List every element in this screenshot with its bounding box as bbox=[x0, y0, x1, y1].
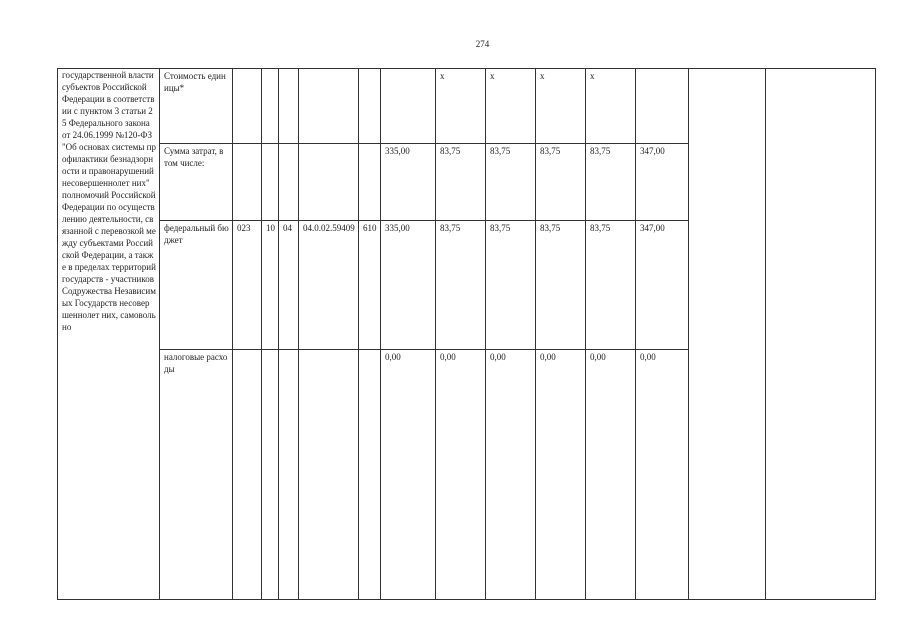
csr-cell bbox=[299, 69, 359, 144]
value-cell: x bbox=[436, 69, 486, 144]
value-cell bbox=[636, 69, 689, 144]
value-cell: 335,00 bbox=[381, 144, 436, 221]
grbs-cell bbox=[233, 350, 262, 600]
value-cell: 0,00 bbox=[586, 350, 636, 600]
value-cell: 83,75 bbox=[586, 221, 636, 350]
csr-cell bbox=[299, 350, 359, 600]
csr-cell bbox=[299, 144, 359, 221]
row-label: Стоимость единицы* bbox=[160, 69, 233, 144]
value-cell: 83,75 bbox=[486, 144, 536, 221]
page-number: 274 bbox=[475, 39, 490, 49]
value-cell: 0,00 bbox=[381, 350, 436, 600]
vr-cell bbox=[359, 69, 381, 144]
row-label: федеральный бюджет bbox=[160, 221, 233, 350]
vr-cell bbox=[359, 350, 381, 600]
pr-cell bbox=[279, 69, 299, 144]
value-cell: 0,00 bbox=[536, 350, 586, 600]
csr-cell: 04.0.02.59409 bbox=[299, 221, 359, 350]
rz-cell: 10 bbox=[262, 221, 279, 350]
value-cell: 83,75 bbox=[486, 221, 536, 350]
rz-cell bbox=[262, 69, 279, 144]
value-cell: 335,00 bbox=[381, 221, 436, 350]
value-cell: 83,75 bbox=[436, 144, 486, 221]
row-label: налоговые расходы bbox=[160, 350, 233, 600]
value-cell bbox=[381, 69, 436, 144]
value-cell: 83,75 bbox=[436, 221, 486, 350]
rz-cell bbox=[262, 144, 279, 221]
value-cell: 0,00 bbox=[436, 350, 486, 600]
value-cell: x bbox=[536, 69, 586, 144]
value-cell: 0,00 bbox=[636, 350, 689, 600]
value-cell: 347,00 bbox=[636, 144, 689, 221]
vr-cell bbox=[359, 144, 381, 221]
vr-cell: 610 bbox=[359, 221, 381, 350]
pr-cell: 04 bbox=[279, 221, 299, 350]
value-cell: 83,75 bbox=[586, 144, 636, 221]
empty-cell bbox=[766, 69, 876, 600]
value-cell: 347,00 bbox=[636, 221, 689, 350]
first-column-text: государственной власти субъектов Российской Федерации в соответствии с пунктом 3 статьи 25 Федерального закона от 24.06.1999 №120-ФЗ "Об основах системы профилактики безнадзорности и правонарушений несовершеннолет них" полномочий Российской Федерации по осуществлению деятельности, связанной с перевозкой между субъектами Российской Федерации, а также в пределах территорий государств - участников Содружества Независимых Государств несовершеннолет них, самовольно bbox=[58, 69, 160, 600]
rz-cell bbox=[262, 350, 279, 600]
table-row bbox=[58, 69, 876, 144]
empty-cell bbox=[689, 69, 766, 600]
pr-cell bbox=[279, 144, 299, 221]
grbs-cell: 023 bbox=[233, 221, 262, 350]
value-cell: x bbox=[586, 69, 636, 144]
value-cell: 83,75 bbox=[536, 144, 586, 221]
value-cell: 83,75 bbox=[536, 221, 586, 350]
value-cell: 0,00 bbox=[486, 350, 536, 600]
grbs-cell bbox=[233, 144, 262, 221]
grbs-cell bbox=[233, 69, 262, 144]
budget-table bbox=[57, 68, 876, 600]
pr-cell bbox=[279, 350, 299, 600]
value-cell: x bbox=[486, 69, 536, 144]
row-label: Сумма затрат, в том числе: bbox=[160, 144, 233, 221]
